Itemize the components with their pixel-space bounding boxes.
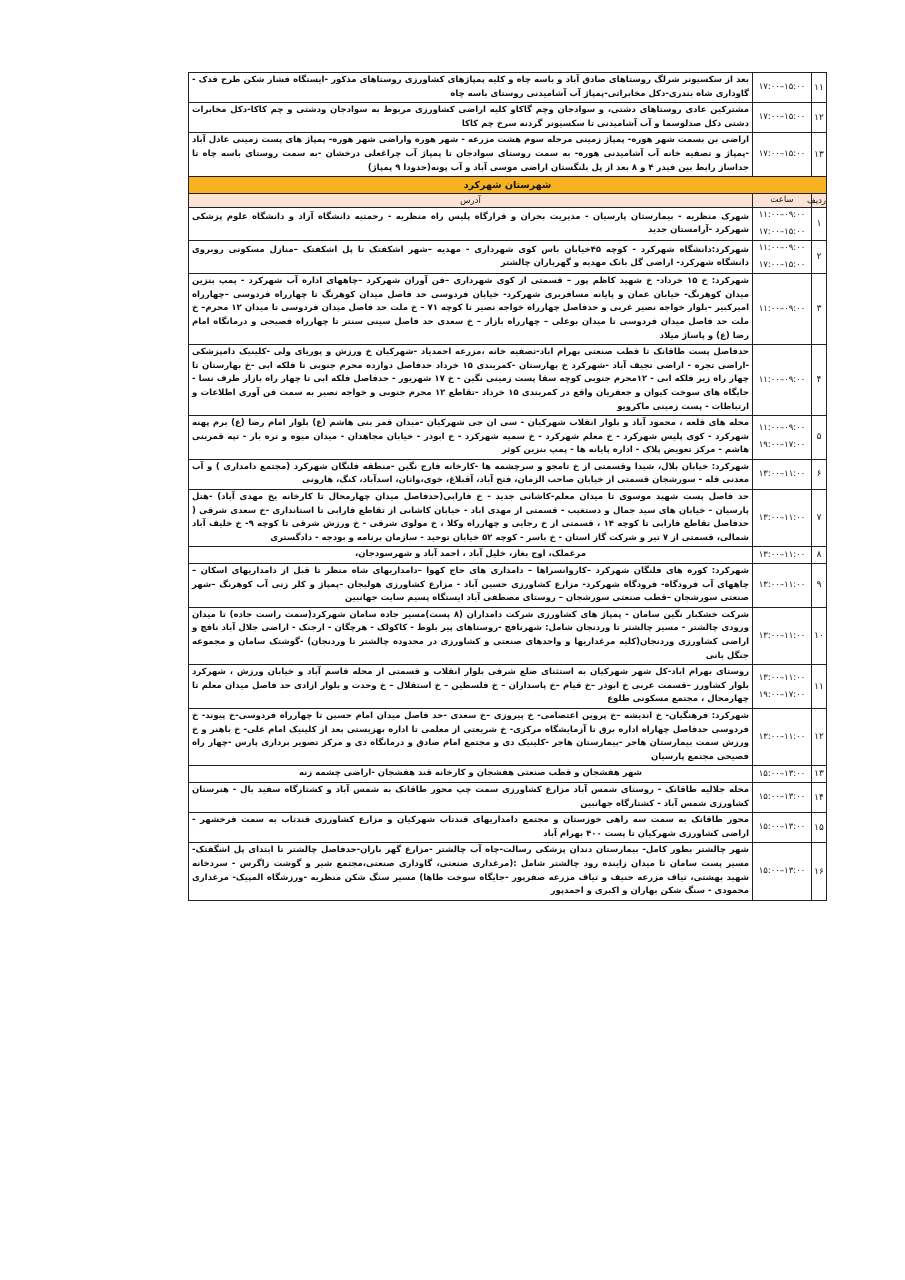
table-row [189, 665, 827, 709]
row-address: محله های قلعه ، محمود آباد و بلوار انقلاب شهرکیان - سی ان جی شهرکیان -میدان قمر بنی هاشم (ع) بلوار امام رضا (ع) برم پهنه شهرکرد - کوی پلیس شهرکرد - خ معلم شهرکرد - خ سمیه شهرکرد - خ ابوذر - خیابان مجاهدان - میدان میوه و تره بار - تپه قمربنی هاشم - مرکز تعویض پلاک - اداره پایانه ها - پمپ بنزین کوثر [189, 416, 753, 460]
row-number: ۴ [812, 345, 827, 416]
row-time-cell [753, 73, 812, 103]
row-address: شهرکرد: کوره های فلنگان شهرکرد –کاروانسراها – دامداری های حاج کهوا –دامداریهای شاه منظر تا قبل از دامداریهای اسکان –چاههای آب فرودگاه- فرودگاه شهرکرد- مزارع کشاورزی حسین آباد - مزارع کشاورزی هولیجان –پمپاژ و کلر زنی آب کوهرنگ –شهر صنعتی سورشجان –قطب صنعتی سورشجان – روستای مصطفی آباد ایستگاه پسیم سایت جهانبین [189, 564, 753, 608]
table-row [189, 103, 827, 133]
outage-schedule-sheet [188, 72, 827, 901]
row-number: ۱۱ [812, 665, 827, 709]
time-range: ۱۱:۰۰–۱۳:۰۰ [758, 549, 806, 560]
table-row [189, 345, 827, 416]
column-header-address: آدرس [189, 194, 753, 208]
table-row [189, 490, 827, 547]
time-range: ۱۵:۰۰–۱۷:۰۰ [758, 82, 806, 93]
row-number: ۱۴ [812, 782, 827, 812]
row-time-cell [753, 416, 812, 460]
row-number: ۳ [812, 274, 827, 345]
time-range: ۰۹:۰۰–۱۱:۰۰ [758, 210, 806, 221]
row-time-cell [753, 274, 812, 345]
row-address: شهرکرد: فرهنگیان- خ اندیشه –خ پروین اعتصامی- خ پیروزی –خ سعدی -حد فاصل میدان امام حسین تا چهارراه فردوسی-خ پیوند- خ فردوسی حدفاصل چهاراه اداره برق تا آزمایشگاه مرکزی- خ شریعتی از معلمی تا اداره بهزیستی بعد از کلینیک امام علی- خ باهنر و خ ورزش سمت بیمارستان هاجر -بیمارستان هاجر -کلینیک دی و مجتمع امام صادق و درمانگاه دی و مرکز تصویر برداری پارس -چهار راه فصیحی مجتمع پارسیان [189, 708, 753, 765]
table-row [189, 564, 827, 608]
table-row [189, 73, 827, 103]
column-header-row [189, 194, 827, 208]
city-title-row [189, 177, 827, 194]
row-address: بعد از سکسیونر شرلگ روستاهای صادق آباد و باسه چاه و کلیه پمپاژهای کشاورزی روستاهای مذکور -ایستگاه فشار شکن طرح فدک - گاوداری شاه بندری-دکل مخابراتی-پمپاژ آب آشامیدنی روستای باسه چاه [189, 73, 753, 103]
row-address: شرکت خشکبار نگین سامان - پمپاژ های کشاورزی شرکت دامداران (۸ پست)مسیر جاده سامان شهرکرد(سمت راست جاده) تا میدان ورودی چالشتر - مسیر چالشتر تا وردنجان شامل: شهرنافچ -روستاهای پیر بلوط - کاکولک - هرچگان - ارجنک - اراضی جلال آباد نافچ و اراضی کشاورزی وردنجان(کلیه مرغداریها و واحدهای صنعتی و کشاورزی در محدوده چالشتر تا وردنجان) -گوشتک سامان و مجموعه جنگل بانی [189, 607, 753, 664]
row-address: مشترکین عادی روستاهای دشتی، و سوادجان وچم گاکاو کلیه اراضی کشاورزی مربوط به سوادجان ودشتی و چم کاکا-دکل مخابرات دشتی دکل صدلوسما و آب آشامیدنی تا سکسیونر گردنه سرخ چم کاکا [189, 103, 753, 133]
time-range: ۰۹:۰۰–۱۱:۰۰ [758, 423, 806, 434]
row-time-cell [753, 490, 812, 547]
row-address: اراضی بن بسمت شهر هوره- پمپاژ زمینی مرحله سوم هشت مزرعه - شهر هوره واراضی شهر هوره- پمپاژ های پست زمینی عادل آباد -پمپاژ و تصفیه خانه آب آشامیدنی هوره- به سمت روستای سوادجان تا پمپاژ آب چراغعلی درخشان -به سمت روستای باسه چاه تا جداساز رابط بین فیدر ۴ و ۸ بعد از پل بلنگستان اراضی موسی آباد و آب پونه(حدودا ۹ پمپاژ) [189, 133, 753, 177]
row-number: ۲ [812, 241, 827, 274]
row-time-cell [753, 782, 812, 812]
time-range: ۱۵:۰۰–۱۷:۰۰ [758, 149, 806, 160]
row-time-cell [753, 607, 812, 664]
row-address: روستای بهرام اباد-کل شهر شهرکیان به استثنای ضلع شرقی بلوار انقلاب و قسمتی از محله قاسم آباد و خیابان ورزش ، شهرکرد بلوار کشاورز –قسمت غربی خ ابوذر –خ قیام –خ پاسداران – خ فلسطین – خ استقلال – خ وحدت و بلوار ازادی حد فاصل میدان معلم تا چهارمحال ، مجتمع مسکونی طلوع [189, 665, 753, 709]
row-time-cell [753, 813, 812, 843]
row-address: محور طاقانک به سمت سه راهی خوزستان و مجتمع دامداریهای قندتاب شهرکیان و مزارع کشاورزی قندتاب به سمت فرخشهر - اراضی کشاورزی شهرکیان تا پست ۴۰۰ بهرام آباد [189, 813, 753, 843]
row-number: ۱ [812, 208, 827, 241]
time-range: ۱۳:۰۰–۱۵:۰۰ [758, 866, 806, 876]
row-number: ۸ [812, 547, 827, 564]
time-range: ۱۱:۰۰–۱۳:۰۰ [758, 579, 806, 590]
outage-table [188, 72, 827, 901]
row-address: شهرکرد:دانشگاه شهرکرد - کوچه ۴۵خیابان باس کوی شهرداری - مهدیه –شهر اشکفتک تا پل اشکفتک –منازل مسکونی روبروی دانشگاه شهرکرد- اراضی گل بانک مهدیه و گهرباران چالشتر [189, 241, 753, 274]
time-range: ۰۹:۰۰–۱۱:۰۰ [758, 303, 806, 314]
time-range: ۱۷:۰۰–۱۹:۰۰ [758, 440, 806, 451]
row-address: شهرکرد: خیابان بلال، شیدا وقسمتی از خ تامجو و سرچشمه ها -کارخانه فارج نگین -منطقه فلنگان شهرکرد (مجتمع دامداری ) و آب معدنی قله - سورشجان قسمتی از خیابان صاحب الزمان، فتح آباد، آقبلاغ، خوی،واتان، اسدآباد، کنگ، هارونی [189, 459, 753, 489]
row-number: ۱۳ [812, 766, 827, 783]
table-row [189, 782, 827, 812]
table-row [189, 208, 827, 241]
row-address: شهر هفشجان و قطب صنعتی هفشجان و کارخانه قند هفشجان -اراضی چشمه زنه [189, 766, 753, 783]
time-range: ۱۵:۰۰–۱۷:۰۰ [758, 227, 806, 238]
table-row [189, 416, 827, 460]
city-rows [189, 208, 827, 901]
city-title: شهرستان شهرکرد [189, 177, 827, 194]
row-time-cell [753, 708, 812, 765]
time-range: ۱۷:۰۰–۱۹:۰۰ [758, 689, 806, 700]
row-time-cell [753, 208, 812, 241]
time-range: ۰۹:۰۰–۱۱:۰۰ [758, 374, 806, 385]
table-row [189, 607, 827, 664]
time-range: ۱۱:۰۰–۱۳:۰۰ [758, 512, 806, 523]
table-row [189, 843, 827, 900]
city-section-header [189, 177, 827, 208]
table-row [189, 133, 827, 177]
row-number: ۱۲ [812, 103, 827, 133]
time-range: ۱۵:۰۰–۱۷:۰۰ [758, 112, 806, 123]
table-row [189, 459, 827, 489]
row-number: ۹ [812, 564, 827, 608]
row-address: حدفاصل پست طاقانک تا قطب صنعتی بهرام اباد-تصفیه خانه ،مزرعه احمدیاد -شهرکیان خ ورزش و پوریای ولی -کلینیک دامپزشکی -اراضی تجره - اراضی تجیف آباد -شهرکرد خ بهارستان -کمربندی ۱۵ خرداد حدفاصل دوازده محرم جنوبی تا فلکه ابی -خ بهارستان تا چهار راه زیر فلکه ابی - ۱۲محرم جنوبی کوچه سقا پست زمینی نگین - خ ۱۷ شهریور - حدفاصل فلکه ابی تا چهار راه بازار طرف نسا - جایگاه های سوخت کیوان و جعفریان واقع در کمربندی ۱۵ خرداد -تقاطع ۱۲ محرم جنوبی و خواجه نصیر به سمت فن آوری اطلاعات و ارتباطات - پست زمینی ماکرویو [189, 345, 753, 416]
row-number: ۱۶ [812, 843, 827, 900]
row-number: ۱۳ [812, 133, 827, 177]
row-number: ۱۱ [812, 73, 827, 103]
row-number: ۱۲ [812, 708, 827, 765]
table-row [189, 547, 827, 564]
row-number: ۱۰ [812, 607, 827, 664]
row-time-cell [753, 103, 812, 133]
table-row [189, 766, 827, 783]
row-number: ۵ [812, 416, 827, 460]
time-range: ۱۳:۰۰–۱۵:۰۰ [758, 822, 806, 833]
row-time-cell [753, 564, 812, 608]
row-time-cell [753, 459, 812, 489]
row-time-cell [753, 345, 812, 416]
column-header-time: ساعت [753, 194, 812, 208]
row-address: مرغملک، اوج بغاز، خلیل آباد ، احمد آباد و شهرسودجان، [189, 547, 753, 564]
row-address: شهرک منظریه - بیمارستان پارسیان - مدیریت بحران و قرارگاه پلیس راه منظریه - رحمتیه دانشگاه آزاد و دانشگاه علوم پزشکی شهرکرد -آرامستان جدید [189, 208, 753, 241]
time-range: ۱۳:۰۰–۱۵:۰۰ [758, 768, 806, 779]
previous-city-rows [189, 73, 827, 177]
row-address: حد فاصل پست شهید موسوی تا میدان معلم-کاشانی جدید - خ فارابی(حدفاصل میدان چهارمحال تا کارخانه یخ مهدی آباد) -هتل پارسیان - خیابان های سید جمال و دستغیب - قسمتی از مهدی اباد - خیابان کاشانی از تقاطع فارابی تا استانداری -خ سعدی شرقی ( حدفاصل تقاطع فارابی تا کوچه ۱۴ ، قسمتی از خ رجایی و چهارراه وکلا ، خ مولوی شرقی - خ ورزش شرقی تا کوچه ۹- خ خلیف آباد شمالی، قسمتی از ۷ تیر و شرکت گاز استان - خ باسر - کوچه ۵۲ خیابان توحید - سازمان برنامه و بودجه - دادگستری [189, 490, 753, 547]
row-time-cell [753, 547, 812, 564]
time-range: ۱۱:۰۰–۱۳:۰۰ [758, 468, 806, 479]
row-number: ۶ [812, 459, 827, 489]
time-range: ۱۱:۰۰–۱۳:۰۰ [758, 672, 806, 683]
time-range: ۰۹:۰۰–۱۱:۰۰ [758, 243, 806, 254]
row-time-cell [753, 665, 812, 709]
row-time-cell [753, 241, 812, 274]
row-address: شهر چالشتر بطور کامل- بیمارستان دندان پزشکی رسالت-چاه آب چالشتر -مزارع گهر باران-حدفاصل چالشتر تا ابتدای پل اشگفتک- مسیر پست سامان تا میدان زاینده رود چالشتر شامل :(مرغداری صنعتی، گاوداری صنعتی،مجتمع شیر و گوشت زاگرس - سردخانه شهید بهشتی، تیاف مزرعه حنیف و تیاف مزرعه صفرپور -جایگاه سوخت طاها) مسیر سنگ شکن منظریه -ورزشگاه المپیک- مرغداری محمودی - سنگ شکن بهاران و اکبری و احمدپور [189, 843, 753, 900]
table-row [189, 813, 827, 843]
row-number: ۱۵ [812, 813, 827, 843]
time-range: ۱۱:۰۰–۱۳:۰۰ [758, 731, 806, 742]
time-range: ۱۵:۰۰–۱۷:۰۰ [758, 260, 806, 271]
row-address: محله جلالیه طاقانک - روستای شمس آباد مزارع کشاورزی سمت چپ محور طاقانک به شمس آباد و کشتارگاه سفید بال - هنرستان کشاورزی شمس آباد - کشتارگاه جهانبین [189, 782, 753, 812]
row-time-cell [753, 766, 812, 783]
row-address: شهرکرد: خ ۱۵ خرداد- خ شهید کاظم پور – قسمتی از کوی شهرداری –فن آوران شهرکرد –چاههای اداره آب شهرکرد - پمپ بنزین میدان کوهرنگ- خیابان عمان و پایانه مسافربری شهرکرد- خیابان فردوسی حد فاصل میدان کوهرنگ تا چهارراه فردوسی –چهارراه امیرکبیر –بلوار خواجه نصیر غربی و حدفاصل چهارراه خواجه نصیر تا کوچه ۷۱ – خ ملت حد فاصل میدان فردوسی تا میدان ۱۲ محرم– خ ملت حد فاصل میدان فردوسی تا میدان بوعلی – چهارراه بازار – خ سعدی حد فاصل سینی سنتر تا چهارراه فصیحی و درمانگاه امام رضا (ع) و پاساژ میلاد [189, 274, 753, 345]
row-time-cell [753, 843, 812, 900]
row-number: ۷ [812, 490, 827, 547]
table-row [189, 708, 827, 765]
table-row [189, 241, 827, 274]
column-header-no: ردیف [806, 195, 826, 206]
time-range: ۱۳:۰۰–۱۵:۰۰ [758, 792, 806, 803]
row-time-cell [753, 133, 812, 177]
time-range: ۱۱:۰۰–۱۳:۰۰ [758, 630, 806, 641]
table-row [189, 274, 827, 345]
